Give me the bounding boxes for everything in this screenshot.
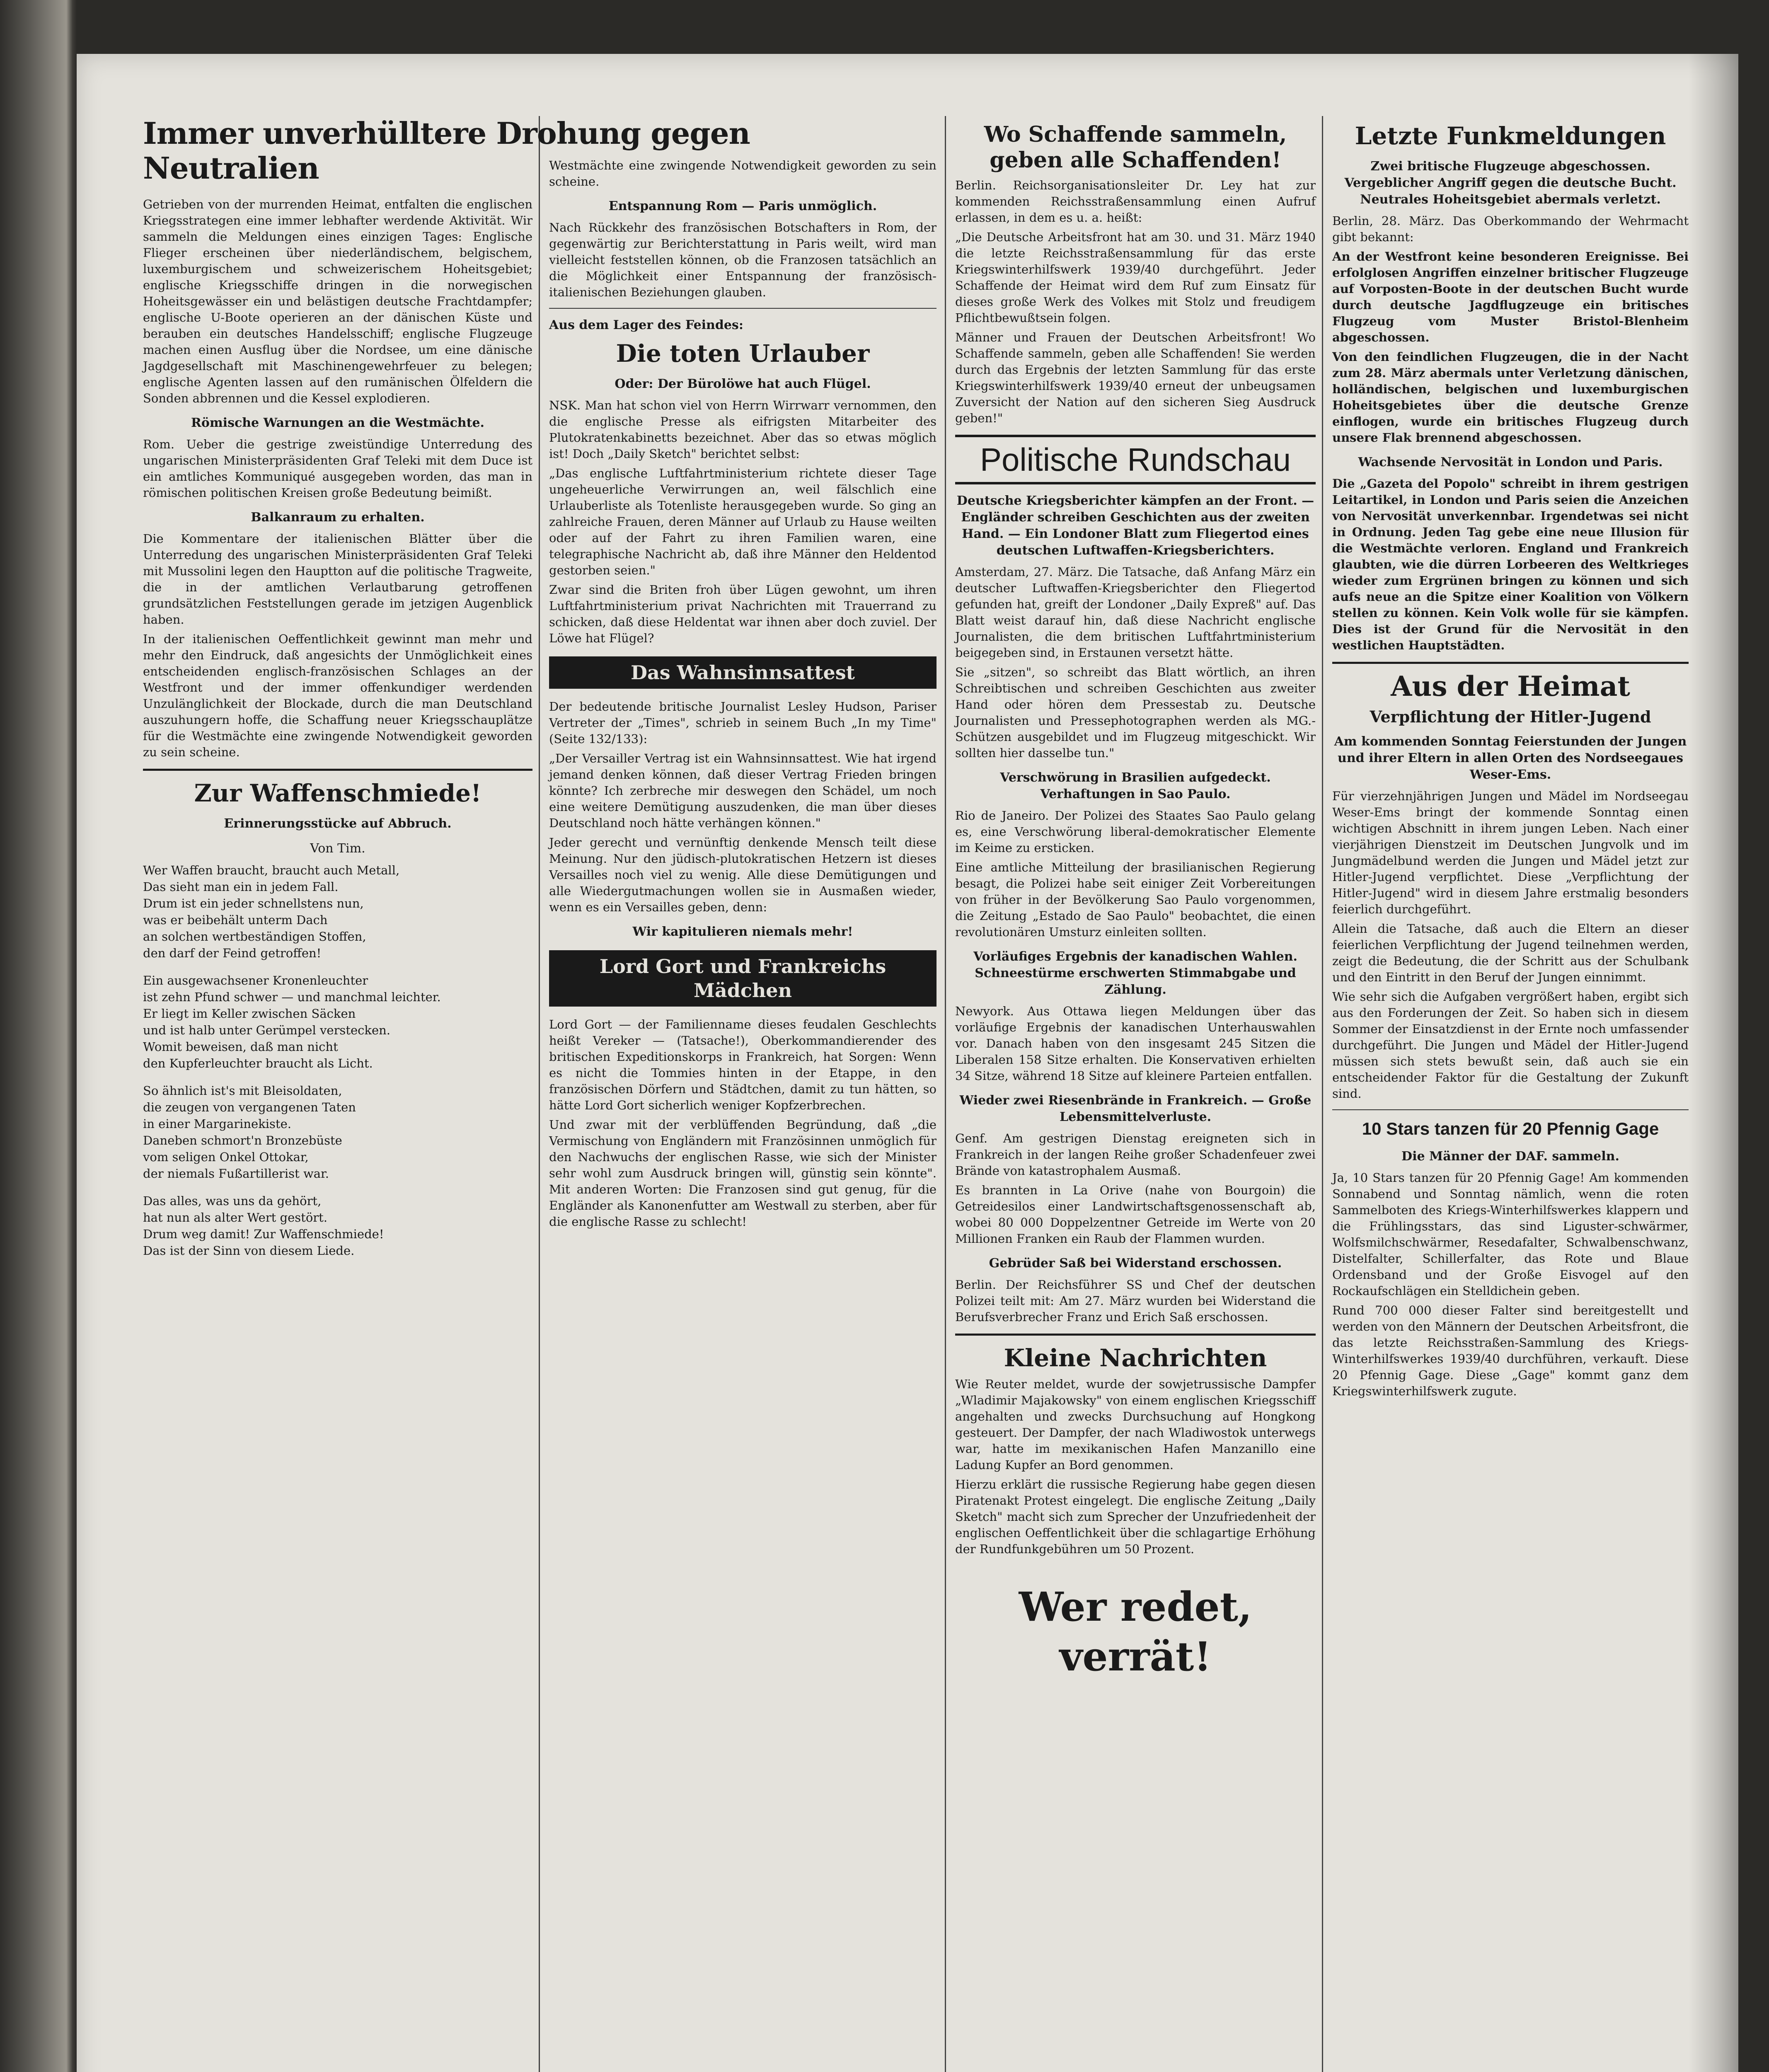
article-paragraph: Für vierzehnjährigen Jungen und Mädel im Nordseegau Weser-Ems bringt der kommende Sonntag einen wichtigen Abschnitt in ihrem jungen Leben. Nach einer vierjährigen Dienstzeit im Deutschen Jungvolk und im Jungmädelbund werden die Jungen und Mädel jetzt zur Hitler-Jugend verpflichtet. Diese „Verpflichtung der Hitler-Jugend" wird in diesem Jahre erstmalig besonders feierlich durchgeführt. [1332,789,1689,916]
article-paragraph: Genf. Am gestrigen Dienstag ereigneten sich in Frankreich in der langen Reihe großer Schadenfeuer zwei Brände von katastrophalem Ausmaß. [955,1131,1316,1178]
section-politische-rundschau: Politische Rundschau [955,435,1316,484]
article-paragraph: Männer und Frauen der Deutschen Arbeitsfront! Wo Schaffende sammeln, geben alle Schaffenden! Sie werden durch das Ergebnis der letzten Sammlung für das erste Kriegswinterhilfswerk 1939/40 erneut der unbeugsamen Zuversicht der Nation auf den sicheren Sieg Ausdruck geben!" [955,330,1316,425]
subhead: Verschwörung in Brasilien aufgedeckt. Verhaftungen in Sao Paulo. [1000,770,1271,801]
article-paragraph: Amsterdam, 27. März. Die Tatsache, daß Anfang März ein deutscher Luftwaffen-Kriegsberichter den Fliegertod gefunden hat, greift der Londoner „Daily Expreß" auf. Das Blatt weist darauf hin, daß diese Nachricht englische Journalisten, die dem britischen Luftfahrtministerium beigegeben sind, in Erstaunen versetzt hätte. [955,565,1316,660]
section-rule [143,769,532,771]
article-paragraph: Eine amtliche Mitteilung der brasilianischen Regierung besagt, die Polizei habe seit einiger Zeit Vorbereitungen von früher in der Bevölkerung Sao Paulo vorgenommen, die Zeitung „Estado de Sao Paulo" beobachtet, die einen revolutionären Umsturz einleiten sollten. [955,860,1316,939]
section-rule [1332,1109,1689,1110]
article-paragraph: Die „Gazeta del Popolo" schreibt in ihrem gestrigen Leitartikel, in London und Paris seien die Anzeichen von Nervosität unverkennbar. Irgendetwas sei nicht in Ordnung. Jeden Tag gebe eine neue Illusion für die Westmächte verloren. England und Frankreich glaubten, wie die dürren Lorbeeren des Weltkrieges wieder zum Ergrünen bringen zu können und sich aufs neue an die Spitze einer Koalition von Völkern stellen zu können. Kein Volk wolle für sie kämpfen. Dies ist der Grund für die Nervosität in den westlichen Hauptstädten. [1332,477,1689,652]
article-paragraph: Und zwar mit der verblüffenden Begründung, daß „die Vermischung von Engländern mit Französinnen unmöglich für den Nachwuchs der englischen Rasse, wie sich der Minister sehr wohl zum Ausdruck bringen will, günstig sein könnte". Mit anderen Worten: Die Franzosen sind gut genug, für die Engländer als Kanonenfutter am Westwall zu sterben, aber für die englische Rasse zu schlecht! [549,1118,937,1229]
section-rule [955,1334,1316,1336]
article-paragraph: Hierzu erklärt die russische Regierung habe gegen diesen Piratenakt Protest eingelegt. Die englische Zeitung „Daily Sketch" macht sich zum Sprecher der Unzufriedenheit der englischen Oeffentlichkeit über die schlagartige Erhöhung der Rundfunkgebühren um 50 Prozent. [955,1477,1316,1556]
column-divider [539,116,540,2072]
poem-line: Er liegt im Keller zwischen Säcken [143,1007,356,1021]
article-paragraph: Allein die Tatsache, daß auch die Eltern an dieser feierlichen Verpflichtung der Jugend teilnehmen werden, zeigt die Bedeutung, die der Schritt aus der Schulbank und den Eintritt in den Beruf der Jungen einnimmt. [1332,922,1689,984]
headline-waffenschmiede: Zur Waffenschmiede! [194,779,482,807]
article-paragraph: „Der Versailler Vertrag ist ein Wahnsinnsattest. Wie hat irgend jemand denken können, daß dieser Vertrag Frieden bringen könnte? Ich zerbreche mir deswegen den Schädel, um noch eine weitere Demütigung auszudenken, die man über dieses Deutschland noch hätte verhängen können." [549,751,937,830]
poem-line: an solchen wertbeständigen Stoffen, [143,929,366,944]
subhead: Entspannung Rom — Paris unmöglich. [608,199,877,213]
section-rule [1332,662,1689,664]
article-paragraph: Westmächte eine zwingende Notwendigkeit geworden zu sein scheine. [549,158,937,189]
poem-line: Drum weg damit! Zur Waffenschmiede! [143,1227,384,1241]
column-2 [549,157,937,1233]
poem-line: ist zehn Pfund schwer — und manchmal leichter. [143,990,441,1004]
subhead: Balkanraum zu erhalten. [251,510,425,525]
article-paragraph: Berlin. Reichsorganisationsleiter Dr. Ley hat zur kommenden Reichsstraßensammlung einen Aufruf erlassen, in dem es u. a. heißt: [955,178,1316,225]
poem-line: Womit beweisen, daß man nicht [143,1040,338,1054]
subhead: Verpflichtung der Hitler-Jugend [1370,707,1651,726]
spine-shadow [1689,54,1738,2072]
subhead: Wachsende Nervosität in London und Paris. [1358,455,1663,470]
article-paragraph: Berlin. Der Reichsführer SS und Chef der deutschen Polizei teilt mit: Am 27. März wurden bei Widerstand die Berufsverbrecher Franz und Erich Saß erschossen. [955,1278,1316,1324]
headline-schaffende: Wo Schaffende sammeln, geben alle Schaffenden! [984,122,1287,173]
article-paragraph: Getrieben von der murrenden Heimat, entfalten die englischen Kriegsstrategen eine immer lebhafter werdende Aktivität. Wir sammeln die Meldungen eines einzigen Tages: Englische Flieger erscheinen über niederländischem, belgischem, luxemburgischem und schweizerischem Hoheitsgebiet; englische Kriegsschiffe dringen in die norwegischen Hoheitsgewässer ein und belästigen deutsche Frachtdampfer; englische U-Boote operieren an der dänischen Küste und berauben ein deutsches Handelsschiff; englische Flugzeuge machen einen Ausflug über die Nordsee, um eine dänische Jagdgesellschaft mit Maschinengewehrfeuer zu belegen; englische Agenten lassen auf den rumänischen Ölfeldern die Sonden abbrennen und die Kessel explodieren. [143,197,532,405]
article-paragraph: Rom. Ueber die gestrige zweistündige Unterredung des ungarischen Ministerpräsidenten Graf Teleki mit dem Duce ist ein amtliches Kommuniqué ausgegeben worden, das man in römischen politischen Kreisen große Bedeutung beimißt. [143,437,532,500]
section-label: Aus dem Lager des Feindes: [549,318,743,332]
slogan-wer-redet: Wer redet, verrät! [1019,1583,1252,1680]
article-paragraph: Wie sehr sich die Aufgaben vergrößert haben, ergibt sich aus den Forderungen der Zeit. So haben sich in diesem Sommer der Einsatzdienst in der Ernte noch umfassender durchgeführt. Die Jungen und Mädel der Hitler-Jugend müssen sich stets bewußt sein, daß auch sie ein entscheidender Faktor für die Gestaltung der Zukunft sind. [1332,990,1689,1101]
article-paragraph: Die Kommentare der italienischen Blätter über die Unterredung des ungarischen Ministerpräsidenten Graf Teleki mit Mussolini legen den Hauptton auf die politische Tragweite, die in der amtlichen Verlautbarung getroffenen grundsätzlichen Feststellungen gerade im jetzigen Augenblick haben. [143,532,532,627]
article-paragraph: Sie „sitzen", so schreibt das Blatt wörtlich, an ihren Schreibtischen und schreiben Geschichten aus zweiter Hand oder hören dem Pressestab zu. Deutsche Journalisten und Pressephotographen werden als MG.-Schützen ausgebildet und im Flugzeug mitgeschickt. Wir sollten hier dasselbe tun." [955,665,1316,760]
article-paragraph: Berlin, 28. März. Das Oberkommando der Wehrmacht gibt bekannt: [1332,214,1689,244]
subhead: Oder: Der Bürolöwe hat auch Flügel. [615,377,871,391]
poem-line: die zeugen von vergangenen Taten [143,1100,356,1114]
poem-line: Ein ausgewachsener Kronenleuchter [143,973,368,988]
poem-line: hat nun als alter Wert gestört. [143,1210,328,1225]
author: Von Tim. [310,841,365,856]
article-paragraph: An der Westfront keine besonderen Ereignisse. Bei erfolglosen Angriffen einzelner britischer Flugzeuge auf Vorposten-Boote in der deutschen Bucht wurde durch deutsche Jagdflugzeuge ein britisches Flugzeug vom Muster Bristol-Blenheim abgeschossen. [1332,249,1689,344]
article-paragraph: Von den feindlichen Flugzeugen, die in der Nacht zum 28. März abermals unter Verletzung dänischen, holländischen, belgischen und luxemburgischen Hoheitsgebietes über die deutsche Grenze einflogen, wurde ein britisches Flugzeug durch unsere Flak brennend abgeschossen. [1332,350,1689,445]
poem-line: den darf der Feind getroffen! [143,946,322,960]
headline-neutralien: Immer unverhülltere Drohung gegen Neutralien [143,116,750,186]
article-paragraph: Der bedeutende britische Journalist Lesley Hudson, Pariser Vertreter der „Times", schrieb in seinem Buch „In my Time" (Seite 132/133): [549,700,937,746]
headline-wahnsinnsattest: Das Wahnsinnsattest [549,656,937,689]
article-paragraph: Rund 700 000 dieser Falter sind bereitgestellt und werden von den Männern der Deutschen Arbeitsfront, die das letzte Reichsstraßen-Sammlung des Kriegs-Winterhilfswerkes 1939/40 durchführen, verkauft. Diese 20 Pfennig Gage. Diese „Gage" kommt ganz dem Kriegswinterhilfswerk zugute. [1332,1303,1689,1398]
poem-line: vom seligen Onkel Ottokar, [143,1150,309,1164]
article-paragraph: „Die Deutsche Arbeitsfront hat am 30. und 31. März 1940 die letzte Reichsstraßensammlung für das erste Kriegswinterhilfswerk 1939/40 durchgeführt. Jeder Schaffende der Heimat wird dem Ruf zum Einsatz für dieses große Werk des Volkes mit Stolz und freudigem Pflichtbewußtsein folgen. [955,230,1316,325]
article-paragraph: Zwar sind die Briten froh über Lügen gewohnt, um ihren Luftfahrtministerium privat Nachrichten mit Trauerrand zu schicken, daß diese Heldentat war ihnen aber doch zuviel. Der Löwe hat Flügel? [549,583,937,645]
subhead: Deutsche Kriegsberichter kämpfen an der Front. — Engländer schreiben Geschichten aus der zweiten Hand. — Ein Londoner Blatt zum Fliegertod eines deutschen Luftwaffen-Kriegsberichters. [956,494,1314,558]
slogan-kapitulieren: Wir kapitulieren niemals mehr! [632,925,853,939]
poem-line: und ist halb unter Gerümpel verstecken. [143,1023,391,1037]
section-rule [549,308,937,309]
article-paragraph: NSK. Man hat schon viel von Herrn Wirrwarr vernommen, den die englische Presse als eifrigsten Mitarbeiter des Plutokratenkabinetts bezeichnet. Aber das so etwas möglich ist! Doch „Daily Sketch" berichtet selbst: [549,398,937,461]
article-paragraph: In der italienischen Oeffentlichkeit gewinnt man mehr und mehr den Eindruck, daß angesichts der Unmöglichkeit eines entscheidenden englisch-französischen Schlages an der Westfront und der immer offenkundiger werdenden Unzulänglichkeit der Blockade, durch die man Deutschland auszuhungern hoffe, die Schaffung neuer Kriegsschauplätze für die Westmächte eine zwingende Notwendigkeit geworden zu sein scheine. [143,632,532,759]
subhead: Römische Warnungen an die Westmächte. [191,416,484,430]
article-paragraph: Lord Gort — der Familienname dieses feudalen Geschlechts heißt Vereker — (Tatsache!), Oberkommandierender des britischen Expeditionskorps in Frankreich, hat Sorgen: Wenn es nicht die Tommies hinten in der Etappe, in den französischen Dörfern und Städtchen, damit zu tun hätten, so hätte Lord Gort sicherlich weniger Kopfzerbrechen. [549,1017,937,1112]
subhead: Erinnerungsstücke auf Abbruch. [224,816,452,831]
poem-line: So ähnlich ist's mit Bleisoldaten, [143,1084,342,1098]
poem [143,862,532,1259]
column-4 [1332,116,1689,1403]
newspaper-page [77,54,1738,2072]
poem-line: Daneben schmort'n Bronzebüste [143,1133,342,1147]
headline-kleine-nachrichten: Kleine Nachrichten [1004,1344,1267,1372]
subhead: Am kommenden Sonntag Feierstunden der Jungen und ihrer Eltern in allen Orten des Nordseegaues Weser-Ems. [1334,734,1687,782]
subhead: Vorläufiges Ergebnis der kanadischen Wahlen. Schneestürme erschwerten Stimmabgabe und Zählung. [973,949,1297,997]
subhead: Die Männer der DAF. sammeln. [1401,1149,1619,1164]
headline-lord-gort: Lord Gort und Frankreichs Mädchen [549,950,937,1007]
poem-line: Das alles, was uns da gehört, [143,1194,322,1208]
article-paragraph: „Das englische Luftfahrtministerium richtete dieser Tage ungeheuerliche Verwirrungen an, weil fälschlich eine Urlauberliste als Totenliste herausgegeben wurde. So ging an zahlreiche Frauen, deren Männer auf Urlaub zu Hause weilten oder auf der Fahrt zu ihren Familien waren, eine telegraphische Nachricht ab, daß ihre Männer den Heldentod gestorben seien." [549,466,937,577]
article-paragraph: Rio de Janeiro. Der Polizei des Staates Sao Paulo gelang es, eine Verschwörung liberal-demokratischer Elemente im Keime zu ersticken. [955,808,1316,855]
poem-line: Wer Waffen braucht, braucht auch Metall, [143,863,400,877]
poem-line: der niemals Fußartillerist war. [143,1167,329,1181]
article-paragraph: Nach Rückkehr des französischen Botschafters in Rom, der gegenwärtig zur Berichterstattung in Paris weilt, wird man vielleicht feststellen können, ob die Franzosen tatsächlich an die Möglichkeit einer Entspannung der französisch-italienischen Beziehungen glauben. [549,220,937,299]
subhead: Zwei britische Flugzeuge abgeschossen. Vergeblicher Angriff gegen die deutsche Bucht. Neutrales Hoheitsgebiet abermals verletzt. [1344,159,1677,207]
poem-line: Das ist der Sinn von diesem Liede. [143,1244,355,1258]
poem-line: den Kupferleuchter braucht als Licht. [143,1056,373,1070]
article-paragraph: Es brannten in La Orive (nahe von Bourgoin) die Getreidesilos einer Landwirtschaftsgenossenschaft ab, wobei 80 000 Doppelzentner Getreide im Werte von 20 Millionen Franken ein Raub der Flammen wurden. [955,1183,1316,1246]
article-paragraph: Wie Reuter meldet, wurde der sowjetrussische Dampfer „Wladimir Majakowsky" von einem englischen Kriegsschiff angehalten und zwecks Durchsuchung auf Hongkong gesteuert. Der Dampfer, der nach Wladiwostok unterwegs war, hatte im mexikanischen Hafen Manzanillo eine Ladung Kupfer an Bord genommen. [955,1377,1316,1472]
poem-line: Drum ist ein jeder schnellstens nun, [143,896,364,910]
poem-line: was er beibehält unterm Dach [143,913,328,927]
article-paragraph: Ja, 10 Stars tanzen für 20 Pfennig Gage! Am kommenden Sonnabend und Sonntag nämlich, wenn die roten Sammelboten des Kriegs-Winterhilfswerkes klappern und die Frühlingsstars, das sind Liguster-schwärmer, Wolfsmilchschwärmer, Resedafalter, Schwalbenschwanz, Distelfalter, Schillerfalter, das Rote und Blaue Ordensband und der Große Eisvogel auf den Rockaufschlägen ein Stelldichein geben. [1332,1171,1689,1298]
headline-stars: 10 Stars tanzen für 20 Pfennig Gage [1362,1119,1659,1138]
headline-aus-der-heimat: Aus der Heimat [1391,670,1630,702]
column-divider [945,116,946,2072]
article-paragraph: Newyork. Aus Ottawa liegen Meldungen über das vorläufige Ergebnis der kanadischen Unterhauswahlen vor. Danach haben von den insgesamt 245 Sitzen die Liberalen 158 Sitze erhalten. Die Konservativen erhielten 34 Sitze, während 18 Sitze auf kleinere Parteien entfallen. [955,1004,1316,1083]
subhead: Gebrüder Saß bei Widerstand erschossen. [989,1256,1282,1271]
column-3 [955,116,1316,1682]
headline-urlauber: Die toten Urlauber [616,339,870,368]
subhead: Wieder zwei Riesenbrände in Frankreich. — Große Lebensmittelverluste. [959,1093,1312,1124]
headline-funkmeldungen: Letzte Funkmeldungen [1355,122,1666,150]
article-paragraph: Jeder gerecht und vernünftig denkende Mensch teilt diese Meinung. Nur den jüdisch-plutokratischen Hetzern ist dieses Versailles noch viel zu wenig. Alle diese Demütigungen und alle Wiedergutmachungen wollen sie in Ausmaßen wieder, wenn es ein Versailles geben, denn: [549,835,937,914]
column-divider [1322,116,1323,2072]
poem-line: in einer Margarinekiste. [143,1117,291,1131]
poem-line: Das sieht man ein in jedem Fall. [143,880,339,894]
